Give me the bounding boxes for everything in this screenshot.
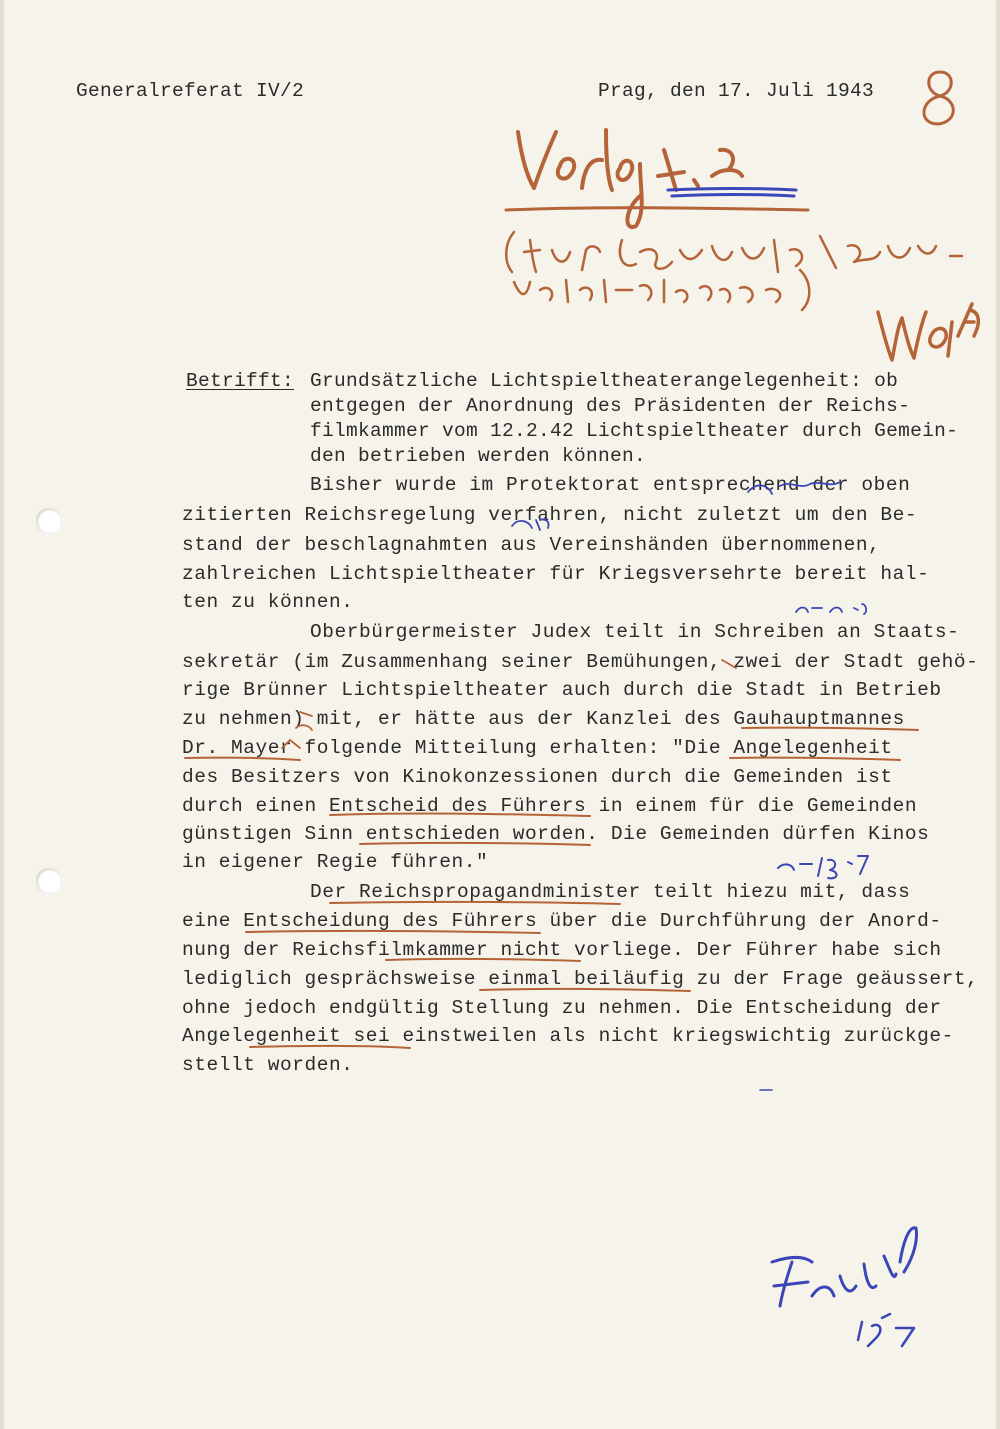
handwritten-note: [300, 660, 736, 716]
handwritten-note: [518, 130, 742, 227]
paragraph-line: Bisher wurde im Protektorat entsprechend der oben: [310, 474, 911, 496]
paragraph-line: Dr. Mayer folgende Mitteilung erhalten: "Die Angelegenheit: [182, 737, 893, 759]
handwritten-underline: [185, 758, 300, 760]
handwritten-initials: [878, 304, 978, 360]
handwritten-underline: [742, 728, 918, 730]
paragraph-line: eine Entscheidung des Führers über die Durchführung der Anord-: [182, 910, 942, 932]
handwritten-note: [506, 232, 962, 272]
blue-pencil-note: [512, 519, 549, 530]
department-reference: Generalreferat IV/2: [76, 80, 305, 102]
blue-pencil-note: [796, 604, 866, 614]
handwritten-underline: [730, 758, 900, 760]
blue-pencil-note: [778, 856, 868, 878]
paragraph-line: lediglich gesprächsweise einmal beiläufig zu der Frage geäussert,: [182, 968, 979, 990]
paragraph-line: zitierten Reichsregelung verfahren, nicht zuletzt um den Be-: [182, 504, 918, 526]
paragraph-line: sekretär (im Zusammenhang seiner Bemühungen, zwei der Stadt gehö-: [182, 651, 979, 673]
paragraph-line: zu nehmen) mit, er hätte aus der Kanzlei des Gauhauptmannes: [182, 708, 905, 730]
paragraph-line: stand der beschlagnahmten aus Vereinshänden übernommenen,: [182, 534, 881, 556]
subject-line: Grundsätzliche Lichtspieltheaterangelegenheit: ob: [310, 370, 899, 392]
blue-signature: [772, 1228, 917, 1306]
handwritten-underline: [330, 902, 620, 904]
handwritten-underline: [330, 813, 590, 816]
paragraph-line: in eigener Regie führen.": [182, 851, 489, 873]
handwritten-underline: [506, 208, 808, 210]
handwritten-underline: [250, 1046, 410, 1048]
subject-line: entgegen der Anordnung des Präsidenten der Reichs-: [310, 395, 911, 417]
place-date: Prag, den 17. Juli 1943: [598, 80, 875, 102]
paragraph-line: rige Brünner Lichtspieltheater auch durch die Stadt in Betrieb: [182, 679, 942, 701]
paragraph-line: ohne jedoch endgültig Stellung zu nehmen. Die Entscheidung der: [182, 997, 942, 1019]
paragraph-line: Angelegenheit sei einstweilen als nicht kriegswichtig zurückge-: [182, 1025, 954, 1047]
paragraph-line: durch einen Entscheid des Führers in einem für die Gemeinden: [182, 795, 918, 817]
handwritten-underline: [246, 931, 540, 933]
paragraph-line: des Besitzers von Kinokonzessionen durch die Gemeinden ist: [182, 766, 893, 788]
paragraph-line: Der Reichspropagandminister teilt hiezu mit, dass: [310, 881, 911, 903]
handwritten-note: [514, 270, 809, 310]
handwritten-underline: [360, 843, 590, 845]
subject-line: filmkammer vom 12.2.42 Lichtspieltheater durch Gemein-: [310, 420, 959, 442]
handwritten-note: [282, 725, 312, 748]
paragraph-line: stellt worden.: [182, 1054, 354, 1076]
paragraph-line: Oberbürgermeister Judex teilt in Schreiben an Staats-: [310, 621, 960, 643]
subject-line: den betrieben werden können.: [310, 445, 647, 467]
handwritten-underline: [386, 959, 580, 961]
paragraph-line: nung der Reichsfilmkammer nicht vorliege. Der Führer habe sich: [182, 939, 942, 961]
subject-label: Betrifft:: [186, 370, 295, 392]
paragraph-line: ten zu können.: [182, 591, 354, 613]
handwritten-page-number: [924, 72, 953, 124]
blue-pencil-note: [748, 482, 840, 494]
paragraph-line: günstigen Sinn entschieden worden. Die Gemeinden dürfen Kinos: [182, 823, 930, 845]
paragraph-line: zahlreichen Lichtspieltheater für Kriegsversehrte bereit hal-: [182, 563, 930, 585]
blue-signature-date: [858, 1314, 914, 1346]
blue-pencil-underline: [668, 189, 796, 197]
handwritten-underline: [480, 989, 690, 991]
